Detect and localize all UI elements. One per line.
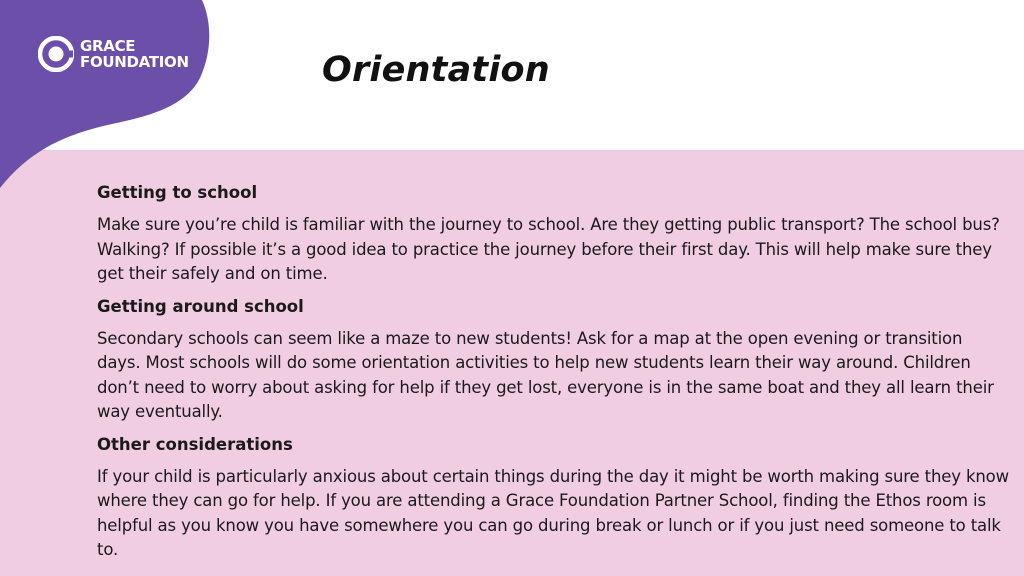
section-heading-getting-around-school: Getting around school [97, 296, 304, 316]
logo-line-2: FOUNDATION [80, 53, 189, 71]
grace-foundation-logo-mark-icon [38, 36, 74, 72]
section-heading-getting-to-school: Getting to school [97, 183, 258, 202]
brand-corner-shape [0, 0, 240, 200]
section-body-other-considerations: If your child is particularly anxious about certain things during the day it might be worth making sure they know where they can go for help. If you are attending a Grace Foundation Partner School, finding the Ethos room is helpful as you know you have somewhere you can go during break or lunch or if you just need someone to talk to. [97, 466, 1009, 559]
section-body-getting-around-school: Secondary schools can seem like a maze to new students! Ask for a map at the open evening or transition days. Most schools will do some orientation activities to help new students learn their way around. Children don’t need to worry about asking for help if they get lost, everyone is in the same boat and they all learn their way eventually. [97, 328, 994, 421]
logo-wordmark [80, 38, 189, 70]
logo-line-1: GRACE [80, 37, 136, 55]
grace-foundation-logo [38, 36, 189, 72]
page-title: Orientation [322, 50, 550, 90]
section-body-getting-to-school: Make sure you’re child is familiar with the journey to school. Are they getting public transport? The school bus? Walking? If possible it’s a good idea to practice the journey before their first day. This will help make sure they get their safely and on time. [97, 215, 1000, 283]
section-heading-other-considerations: Other considerations [97, 434, 293, 454]
content-body [97, 180, 1009, 570]
